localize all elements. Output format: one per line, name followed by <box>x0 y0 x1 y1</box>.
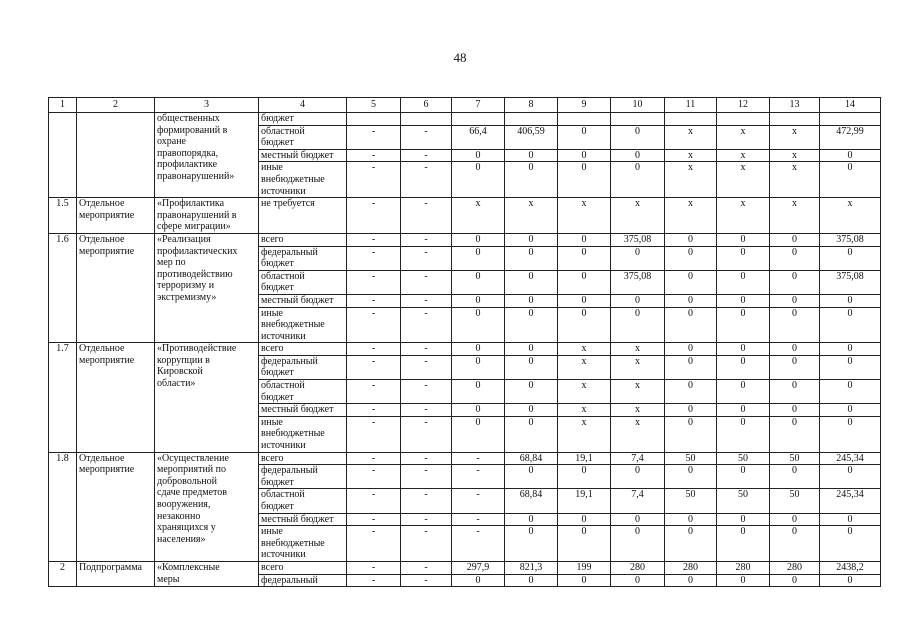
table-row <box>49 561 881 574</box>
value-cell: - <box>347 416 401 452</box>
value-cell: 0 <box>717 343 770 356</box>
item-type-cell: Отдельное мероприятие <box>77 343 155 452</box>
table-row <box>49 343 881 356</box>
value-cell: 0 <box>820 355 881 379</box>
value-cell: х <box>717 198 770 234</box>
item-type-cell <box>77 113 155 198</box>
value-cell: - <box>347 526 401 562</box>
value-cell: 0 <box>717 416 770 452</box>
value-cell: 0 <box>452 294 505 307</box>
value-cell: 0 <box>505 404 558 417</box>
value-cell: 0 <box>611 149 665 162</box>
value-cell: 0 <box>452 149 505 162</box>
funding-source-cell: не требуется <box>259 198 347 234</box>
value-cell: х <box>770 198 820 234</box>
value-cell: 0 <box>770 404 820 417</box>
item-number-cell <box>49 113 77 198</box>
value-cell: - <box>401 561 452 574</box>
value-cell: 0 <box>558 246 611 270</box>
table-row <box>49 233 881 246</box>
value-cell: 280 <box>665 561 717 574</box>
item-type-cell: Подпрограмма <box>77 561 155 586</box>
value-cell: 0 <box>611 574 665 587</box>
value-cell: 821,3 <box>505 561 558 574</box>
value-cell: 68,84 <box>505 489 558 513</box>
funding-source-cell: областной бюджет <box>259 489 347 513</box>
value-cell: 0 <box>665 404 717 417</box>
value-cell: 0 <box>558 233 611 246</box>
value-cell: 472,99 <box>820 125 881 149</box>
value-cell: 0 <box>820 513 881 526</box>
funding-source-cell: федеральный <box>259 574 347 587</box>
value-cell: х <box>717 162 770 198</box>
value-cell: - <box>347 574 401 587</box>
value-cell: 7,4 <box>611 489 665 513</box>
value-cell: - <box>347 233 401 246</box>
funding-source-cell: всего <box>259 233 347 246</box>
column-header: 3 <box>155 98 259 113</box>
value-cell: 0 <box>558 513 611 526</box>
value-cell: - <box>347 452 401 465</box>
value-cell: 0 <box>505 416 558 452</box>
value-cell: 0 <box>452 380 505 404</box>
value-cell: 0 <box>665 307 717 343</box>
value-cell: 280 <box>717 561 770 574</box>
value-cell: 280 <box>611 561 665 574</box>
item-name-cell: «Профилактика правонарушений в сфере миграции» <box>155 198 259 234</box>
value-cell: - <box>347 404 401 417</box>
value-cell: 0 <box>452 246 505 270</box>
value-cell <box>347 113 401 126</box>
value-cell: х <box>558 343 611 356</box>
funding-source-cell: иные внебюджетные источники <box>259 526 347 562</box>
value-cell: 0 <box>717 307 770 343</box>
value-cell: 0 <box>820 307 881 343</box>
value-cell: 0 <box>717 404 770 417</box>
value-cell: 280 <box>770 561 820 574</box>
value-cell: 0 <box>717 355 770 379</box>
value-cell <box>401 113 452 126</box>
value-cell: 0 <box>452 233 505 246</box>
item-number-cell: 1.5 <box>49 198 77 234</box>
value-cell: 0 <box>770 355 820 379</box>
value-cell: х <box>558 355 611 379</box>
value-cell: - <box>401 294 452 307</box>
value-cell: 0 <box>820 465 881 489</box>
value-cell: 0 <box>505 307 558 343</box>
value-cell: 0 <box>611 513 665 526</box>
value-cell: 0 <box>611 307 665 343</box>
value-cell: х <box>770 125 820 149</box>
value-cell: х <box>558 404 611 417</box>
column-header: 10 <box>611 98 665 113</box>
column-header: 2 <box>77 98 155 113</box>
value-cell: 375,08 <box>820 233 881 246</box>
value-cell: х <box>665 198 717 234</box>
item-number-cell: 2 <box>49 561 77 586</box>
value-cell: - <box>347 149 401 162</box>
column-header: 14 <box>820 98 881 113</box>
value-cell: 0 <box>611 294 665 307</box>
value-cell: - <box>452 526 505 562</box>
value-cell: 0 <box>665 574 717 587</box>
value-cell: х <box>611 416 665 452</box>
value-cell: - <box>347 465 401 489</box>
value-cell: х <box>611 404 665 417</box>
value-cell: - <box>401 162 452 198</box>
value-cell: х <box>611 343 665 356</box>
value-cell: - <box>401 149 452 162</box>
value-cell: 7,4 <box>611 452 665 465</box>
value-cell: 19,1 <box>558 489 611 513</box>
value-cell: - <box>401 233 452 246</box>
value-cell: - <box>401 574 452 587</box>
value-cell: 0 <box>717 294 770 307</box>
value-cell: 0 <box>770 465 820 489</box>
value-cell: 0 <box>505 149 558 162</box>
item-number-cell: 1.7 <box>49 343 77 452</box>
value-cell: х <box>717 125 770 149</box>
value-cell: х <box>665 149 717 162</box>
value-cell: 0 <box>611 465 665 489</box>
value-cell: - <box>401 246 452 270</box>
item-name-cell: общественных формирований в охране правопорядка, профилактике правонарушений» <box>155 113 259 198</box>
value-cell: 66,4 <box>452 125 505 149</box>
value-cell: 0 <box>505 294 558 307</box>
value-cell: - <box>401 125 452 149</box>
value-cell: 0 <box>505 343 558 356</box>
value-cell <box>665 113 717 126</box>
funding-source-cell: всего <box>259 561 347 574</box>
value-cell: 0 <box>505 380 558 404</box>
value-cell: - <box>401 307 452 343</box>
value-cell: - <box>347 294 401 307</box>
value-cell: 0 <box>558 162 611 198</box>
value-cell: 0 <box>717 246 770 270</box>
value-cell: х <box>770 149 820 162</box>
value-cell: 0 <box>558 465 611 489</box>
value-cell: 0 <box>665 294 717 307</box>
value-cell: 0 <box>820 162 881 198</box>
value-cell: 0 <box>611 246 665 270</box>
value-cell: 50 <box>770 452 820 465</box>
value-cell: - <box>347 162 401 198</box>
value-cell: 0 <box>665 526 717 562</box>
funding-source-cell: иные внебюджетные источники <box>259 162 347 198</box>
value-cell <box>820 113 881 126</box>
value-cell: х <box>770 162 820 198</box>
value-cell: 375,08 <box>611 270 665 294</box>
value-cell: 0 <box>820 526 881 562</box>
value-cell: 375,08 <box>820 270 881 294</box>
value-cell: 0 <box>665 465 717 489</box>
value-cell: 50 <box>770 489 820 513</box>
funding-source-cell: областной бюджет <box>259 380 347 404</box>
value-cell: - <box>401 416 452 452</box>
value-cell: - <box>401 270 452 294</box>
value-cell: 0 <box>820 246 881 270</box>
funding-source-cell: местный бюджет <box>259 149 347 162</box>
value-cell: - <box>401 489 452 513</box>
value-cell: 0 <box>505 574 558 587</box>
value-cell: 0 <box>452 343 505 356</box>
value-cell: 0 <box>770 294 820 307</box>
column-header: 7 <box>452 98 505 113</box>
value-cell: 0 <box>665 355 717 379</box>
value-cell: 0 <box>611 125 665 149</box>
funding-source-cell: местный бюджет <box>259 294 347 307</box>
item-name-cell: «Комплексные меры <box>155 561 259 586</box>
value-cell: 0 <box>717 513 770 526</box>
value-cell: х <box>558 198 611 234</box>
value-cell: - <box>452 452 505 465</box>
value-cell: 0 <box>452 270 505 294</box>
funding-source-cell: местный бюджет <box>259 513 347 526</box>
value-cell: - <box>347 343 401 356</box>
value-cell: 0 <box>770 574 820 587</box>
item-type-cell: Отдельное мероприятие <box>77 198 155 234</box>
value-cell: 0 <box>717 465 770 489</box>
value-cell: 50 <box>665 452 717 465</box>
funding-source-cell: всего <box>259 452 347 465</box>
value-cell: - <box>452 489 505 513</box>
page-number: 48 <box>453 50 467 65</box>
value-cell: 0 <box>452 574 505 587</box>
value-cell: 0 <box>452 307 505 343</box>
value-cell: х <box>452 198 505 234</box>
value-cell: 0 <box>505 246 558 270</box>
value-cell: х <box>717 149 770 162</box>
value-cell: - <box>401 452 452 465</box>
value-cell: х <box>665 162 717 198</box>
item-type-cell: Отдельное мероприятие <box>77 452 155 561</box>
value-cell <box>452 113 505 126</box>
item-name-cell: «Противодействие коррупции в Кировской области» <box>155 343 259 452</box>
value-cell: - <box>401 355 452 379</box>
value-cell: - <box>347 489 401 513</box>
value-cell: - <box>347 380 401 404</box>
value-cell: 0 <box>770 380 820 404</box>
value-cell: 375,08 <box>611 233 665 246</box>
funding-source-cell: федеральный бюджет <box>259 465 347 489</box>
value-cell: 0 <box>505 513 558 526</box>
column-header: 9 <box>558 98 611 113</box>
value-cell: 245,34 <box>820 452 881 465</box>
value-cell: х <box>611 380 665 404</box>
funding-source-cell: федеральный бюджет <box>259 355 347 379</box>
value-cell: 0 <box>820 574 881 587</box>
funding-source-cell: областной бюджет <box>259 270 347 294</box>
value-cell: 0 <box>665 513 717 526</box>
value-cell: 0 <box>558 574 611 587</box>
column-header: 8 <box>505 98 558 113</box>
value-cell: 0 <box>717 574 770 587</box>
value-cell: 0 <box>770 343 820 356</box>
value-cell: 0 <box>665 343 717 356</box>
value-cell: - <box>401 404 452 417</box>
funding-source-cell: бюджет <box>259 113 347 126</box>
value-cell <box>770 113 820 126</box>
value-cell: 0 <box>820 294 881 307</box>
value-cell: х <box>611 355 665 379</box>
value-cell: 0 <box>770 270 820 294</box>
value-cell: х <box>558 416 611 452</box>
value-cell: - <box>347 198 401 234</box>
value-cell: 0 <box>611 162 665 198</box>
value-cell: - <box>347 355 401 379</box>
item-number-cell: 1.8 <box>49 452 77 561</box>
value-cell: 0 <box>717 270 770 294</box>
value-cell: - <box>347 513 401 526</box>
table-body <box>49 98 881 587</box>
table-row <box>49 198 881 234</box>
value-cell: - <box>401 343 452 356</box>
value-cell: 0 <box>820 380 881 404</box>
value-cell: - <box>347 307 401 343</box>
value-cell: 68,84 <box>505 452 558 465</box>
value-cell: - <box>401 465 452 489</box>
column-header: 6 <box>401 98 452 113</box>
funding-source-cell: всего <box>259 343 347 356</box>
value-cell: - <box>401 526 452 562</box>
value-cell: 0 <box>505 233 558 246</box>
value-cell: 0 <box>452 355 505 379</box>
value-cell: 0 <box>770 246 820 270</box>
value-cell: 245,34 <box>820 489 881 513</box>
value-cell: 199 <box>558 561 611 574</box>
value-cell: 19,1 <box>558 452 611 465</box>
value-cell: 0 <box>505 162 558 198</box>
funding-source-cell: местный бюджет <box>259 404 347 417</box>
value-cell: 0 <box>505 465 558 489</box>
value-cell: х <box>558 380 611 404</box>
value-cell: 0 <box>770 307 820 343</box>
value-cell: 0 <box>820 416 881 452</box>
value-cell <box>558 113 611 126</box>
value-cell: 2438,2 <box>820 561 881 574</box>
value-cell: - <box>347 270 401 294</box>
value-cell: 0 <box>558 526 611 562</box>
funding-source-cell: федеральный бюджет <box>259 246 347 270</box>
value-cell: 0 <box>558 270 611 294</box>
value-cell: 0 <box>558 294 611 307</box>
value-cell: 0 <box>665 246 717 270</box>
value-cell: 50 <box>717 489 770 513</box>
value-cell: 0 <box>717 233 770 246</box>
value-cell: 50 <box>717 452 770 465</box>
value-cell: 50 <box>665 489 717 513</box>
value-cell: 0 <box>717 380 770 404</box>
item-name-cell: «Реализация профилактических мер по противодействию терроризму и экстремизму» <box>155 233 259 342</box>
column-header: 12 <box>717 98 770 113</box>
value-cell: 0 <box>665 233 717 246</box>
value-cell: 0 <box>452 404 505 417</box>
table-row <box>49 113 881 126</box>
value-cell <box>611 113 665 126</box>
value-cell: - <box>401 380 452 404</box>
value-cell: х <box>611 198 665 234</box>
funding-source-cell: иные внебюджетные источники <box>259 416 347 452</box>
funding-source-cell: иные внебюджетные источники <box>259 307 347 343</box>
value-cell: х <box>505 198 558 234</box>
value-cell: 0 <box>665 416 717 452</box>
value-cell: - <box>347 125 401 149</box>
value-cell: 0 <box>611 526 665 562</box>
value-cell: - <box>452 465 505 489</box>
column-header: 13 <box>770 98 820 113</box>
value-cell: 0 <box>820 343 881 356</box>
value-cell: 0 <box>770 416 820 452</box>
value-cell: 0 <box>558 125 611 149</box>
value-cell: х <box>665 125 717 149</box>
value-cell: 406,59 <box>505 125 558 149</box>
funding-source-cell: областной бюджет <box>259 125 347 149</box>
value-cell: 0 <box>770 526 820 562</box>
item-name-cell: «Осуществление мероприятий по добровольной сдаче предметов вооружения, незаконно хранящихся у населения» <box>155 452 259 561</box>
column-header: 5 <box>347 98 401 113</box>
value-cell: х <box>820 198 881 234</box>
column-header: 1 <box>49 98 77 113</box>
value-cell: 0 <box>820 404 881 417</box>
value-cell: 0 <box>505 526 558 562</box>
value-cell: - <box>347 561 401 574</box>
value-cell: 0 <box>558 307 611 343</box>
value-cell: 0 <box>770 233 820 246</box>
value-cell: - <box>347 246 401 270</box>
value-cell: 0 <box>452 162 505 198</box>
value-cell: 0 <box>665 380 717 404</box>
value-cell: - <box>401 513 452 526</box>
table-row <box>49 452 881 465</box>
column-header: 4 <box>259 98 347 113</box>
value-cell: 0 <box>505 355 558 379</box>
value-cell: 297,9 <box>452 561 505 574</box>
value-cell <box>717 113 770 126</box>
header-row <box>49 98 881 113</box>
budget-table <box>48 97 881 587</box>
column-header: 11 <box>665 98 717 113</box>
item-type-cell: Отдельное мероприятие <box>77 233 155 342</box>
value-cell: - <box>452 513 505 526</box>
value-cell: 0 <box>558 149 611 162</box>
value-cell <box>505 113 558 126</box>
value-cell: 0 <box>820 149 881 162</box>
item-number-cell: 1.6 <box>49 233 77 342</box>
value-cell: - <box>401 198 452 234</box>
value-cell: 0 <box>452 416 505 452</box>
value-cell: 0 <box>505 270 558 294</box>
value-cell: 0 <box>665 270 717 294</box>
value-cell: 0 <box>770 513 820 526</box>
value-cell: 0 <box>717 526 770 562</box>
